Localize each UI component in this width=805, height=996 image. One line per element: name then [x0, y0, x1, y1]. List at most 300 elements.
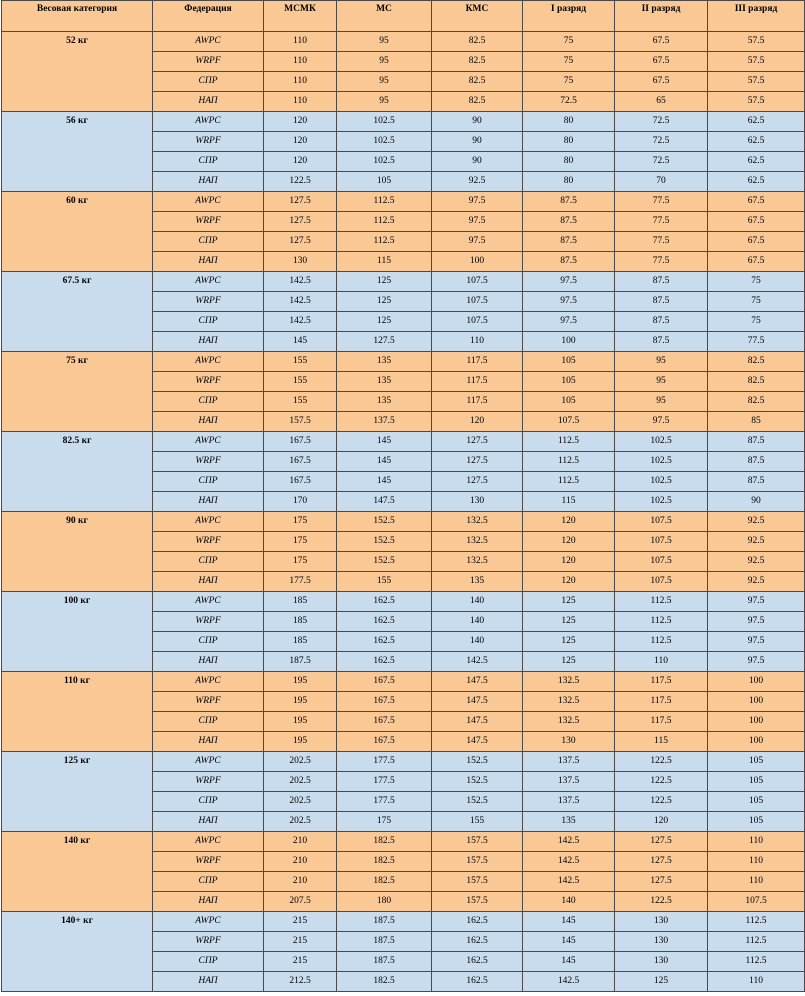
table-row	[2, 752, 805, 772]
rank-1-cell: 105	[523, 352, 615, 372]
rank-3-cell: 112.5	[708, 912, 805, 932]
msmk-cell: 167.5	[264, 452, 337, 472]
kms-cell: 82.5	[432, 32, 523, 52]
federation-cell: СПР	[153, 72, 264, 92]
federation-cell: WRPF	[153, 372, 264, 392]
rank-2-cell: 95	[615, 352, 708, 372]
rank-3-cell: 105	[708, 812, 805, 832]
rank-2-cell: 77.5	[615, 232, 708, 252]
rank-2-cell: 122.5	[615, 892, 708, 912]
msmk-cell: 127.5	[264, 212, 337, 232]
rank-3-cell: 75	[708, 292, 805, 312]
federation-cell: AWPC	[153, 32, 264, 52]
ms-cell: 145	[337, 432, 432, 452]
rank-2-cell: 107.5	[615, 512, 708, 532]
msmk-cell: 212.5	[264, 972, 337, 992]
kms-cell: 127.5	[432, 452, 523, 472]
weight-category-cell: 75 кг	[2, 352, 153, 432]
kms-cell: 117.5	[432, 372, 523, 392]
msmk-cell: 207.5	[264, 892, 337, 912]
kms-cell: 147.5	[432, 732, 523, 752]
ms-cell: 152.5	[337, 552, 432, 572]
rank-2-cell: 120	[615, 812, 708, 832]
ms-cell: 162.5	[337, 612, 432, 632]
rank-3-cell: 97.5	[708, 632, 805, 652]
ms-cell: 102.5	[337, 152, 432, 172]
msmk-cell: 127.5	[264, 192, 337, 212]
rank-2-cell: 122.5	[615, 772, 708, 792]
kms-cell: 97.5	[432, 232, 523, 252]
weight-category-cell: 90 кг	[2, 512, 153, 592]
kms-cell: 162.5	[432, 912, 523, 932]
rank-3-cell: 92.5	[708, 512, 805, 532]
ms-cell: 135	[337, 372, 432, 392]
msmk-cell: 127.5	[264, 232, 337, 252]
federation-cell: AWPC	[153, 272, 264, 292]
rank-2-cell: 130	[615, 932, 708, 952]
rank-3-cell: 57.5	[708, 52, 805, 72]
rank-1-cell: 107.5	[523, 412, 615, 432]
ms-cell: 95	[337, 52, 432, 72]
federation-cell: НАП	[153, 732, 264, 752]
federation-cell: СПР	[153, 232, 264, 252]
header-row	[2, 1, 805, 32]
msmk-cell: 202.5	[264, 752, 337, 772]
rank-1-cell: 142.5	[523, 872, 615, 892]
weight-category-cell: 110 кг	[2, 672, 153, 752]
ms-cell: 112.5	[337, 192, 432, 212]
federation-cell: СПР	[153, 792, 264, 812]
rank-1-cell: 112.5	[523, 432, 615, 452]
weight-category-cell: 52 кг	[2, 32, 153, 112]
weight-category-cell: 100 кг	[2, 592, 153, 672]
ms-cell: 162.5	[337, 652, 432, 672]
rank-1-cell: 142.5	[523, 972, 615, 992]
ms-cell: 105	[337, 172, 432, 192]
federation-cell: AWPC	[153, 832, 264, 852]
kms-cell: 157.5	[432, 892, 523, 912]
rank-2-cell: 122.5	[615, 792, 708, 812]
rank-2-cell: 127.5	[615, 852, 708, 872]
rank-1-cell: 125	[523, 632, 615, 652]
header-msmk: МСМК	[264, 1, 337, 32]
rank-1-cell: 115	[523, 492, 615, 512]
msmk-cell: 167.5	[264, 432, 337, 452]
ms-cell: 112.5	[337, 232, 432, 252]
ms-cell: 155	[337, 572, 432, 592]
msmk-cell: 110	[264, 32, 337, 52]
rank-2-cell: 112.5	[615, 592, 708, 612]
rank-1-cell: 87.5	[523, 212, 615, 232]
msmk-cell: 120	[264, 112, 337, 132]
ms-cell: 145	[337, 452, 432, 472]
rank-1-cell: 135	[523, 812, 615, 832]
federation-cell: WRPF	[153, 52, 264, 72]
rank-2-cell: 117.5	[615, 672, 708, 692]
kms-cell: 162.5	[432, 952, 523, 972]
table-row	[2, 592, 805, 612]
kms-cell: 120	[432, 412, 523, 432]
rank-2-cell: 67.5	[615, 72, 708, 92]
rank-3-cell: 62.5	[708, 112, 805, 132]
kms-cell: 135	[432, 572, 523, 592]
rank-2-cell: 112.5	[615, 632, 708, 652]
kms-cell: 107.5	[432, 272, 523, 292]
federation-cell: НАП	[153, 972, 264, 992]
rank-2-cell: 127.5	[615, 832, 708, 852]
table-row	[2, 672, 805, 692]
ms-cell: 152.5	[337, 532, 432, 552]
rank-3-cell: 57.5	[708, 92, 805, 112]
rank-3-cell: 75	[708, 272, 805, 292]
federation-cell: WRPF	[153, 612, 264, 632]
rank-1-cell: 80	[523, 172, 615, 192]
ms-cell: 125	[337, 312, 432, 332]
rank-2-cell: 117.5	[615, 712, 708, 732]
rank-2-cell: 102.5	[615, 472, 708, 492]
rank-3-cell: 77.5	[708, 332, 805, 352]
msmk-cell: 110	[264, 92, 337, 112]
federation-cell: СПР	[153, 952, 264, 972]
federation-cell: СПР	[153, 472, 264, 492]
rank-2-cell: 125	[615, 972, 708, 992]
federation-cell: WRPF	[153, 212, 264, 232]
table-row	[2, 512, 805, 532]
header-rank-3: III разряд	[708, 1, 805, 32]
kms-cell: 142.5	[432, 652, 523, 672]
rank-3-cell: 87.5	[708, 472, 805, 492]
rank-2-cell: 72.5	[615, 132, 708, 152]
federation-cell: НАП	[153, 812, 264, 832]
rank-1-cell: 125	[523, 612, 615, 632]
rank-2-cell: 95	[615, 372, 708, 392]
table-row	[2, 32, 805, 52]
msmk-cell: 110	[264, 72, 337, 92]
rank-2-cell: 102.5	[615, 432, 708, 452]
federation-cell: AWPC	[153, 912, 264, 932]
kms-cell: 117.5	[432, 392, 523, 412]
rank-1-cell: 80	[523, 132, 615, 152]
ms-cell: 167.5	[337, 712, 432, 732]
rank-3-cell: 97.5	[708, 592, 805, 612]
rank-1-cell: 130	[523, 732, 615, 752]
ms-cell: 187.5	[337, 952, 432, 972]
rank-1-cell: 120	[523, 532, 615, 552]
msmk-cell: 120	[264, 132, 337, 152]
ms-cell: 102.5	[337, 112, 432, 132]
rank-3-cell: 110	[708, 852, 805, 872]
table-body	[2, 32, 805, 992]
rank-2-cell: 112.5	[615, 612, 708, 632]
rank-1-cell: 145	[523, 912, 615, 932]
rank-1-cell: 112.5	[523, 452, 615, 472]
rank-1-cell: 120	[523, 552, 615, 572]
rank-3-cell: 57.5	[708, 32, 805, 52]
federation-cell: СПР	[153, 392, 264, 412]
rank-1-cell: 75	[523, 32, 615, 52]
table-row	[2, 432, 805, 452]
weight-category-cell: 125 кг	[2, 752, 153, 832]
kms-cell: 107.5	[432, 292, 523, 312]
rank-3-cell: 110	[708, 832, 805, 852]
weight-category-cell: 67.5 кг	[2, 272, 153, 352]
msmk-cell: 155	[264, 352, 337, 372]
ms-cell: 162.5	[337, 632, 432, 652]
ms-cell: 187.5	[337, 912, 432, 932]
kms-cell: 152.5	[432, 772, 523, 792]
rank-3-cell: 57.5	[708, 72, 805, 92]
kms-cell: 130	[432, 492, 523, 512]
rank-1-cell: 75	[523, 72, 615, 92]
rank-2-cell: 72.5	[615, 152, 708, 172]
rank-3-cell: 82.5	[708, 352, 805, 372]
msmk-cell: 215	[264, 952, 337, 972]
weight-category-cell: 140+ кг	[2, 912, 153, 992]
ms-cell: 95	[337, 32, 432, 52]
rank-3-cell: 105	[708, 772, 805, 792]
rank-1-cell: 137.5	[523, 792, 615, 812]
ms-cell: 167.5	[337, 692, 432, 712]
rank-3-cell: 67.5	[708, 192, 805, 212]
msmk-cell: 175	[264, 552, 337, 572]
header-kms: КМС	[432, 1, 523, 32]
federation-cell: СПР	[153, 632, 264, 652]
ms-cell: 95	[337, 92, 432, 112]
rank-3-cell: 92.5	[708, 552, 805, 572]
kms-cell: 117.5	[432, 352, 523, 372]
weight-category-cell: 82.5 кг	[2, 432, 153, 512]
rank-2-cell: 72.5	[615, 112, 708, 132]
rank-3-cell: 100	[708, 692, 805, 712]
msmk-cell: 210	[264, 872, 337, 892]
ms-cell: 187.5	[337, 932, 432, 952]
ms-cell: 182.5	[337, 972, 432, 992]
federation-cell: AWPC	[153, 512, 264, 532]
rank-1-cell: 97.5	[523, 312, 615, 332]
ms-cell: 127.5	[337, 332, 432, 352]
kms-cell: 157.5	[432, 872, 523, 892]
kms-cell: 152.5	[432, 752, 523, 772]
federation-cell: НАП	[153, 892, 264, 912]
msmk-cell: 215	[264, 932, 337, 952]
msmk-cell: 202.5	[264, 772, 337, 792]
federation-cell: WRPF	[153, 452, 264, 472]
msmk-cell: 210	[264, 852, 337, 872]
federation-cell: AWPC	[153, 352, 264, 372]
federation-cell: НАП	[153, 332, 264, 352]
federation-cell: AWPC	[153, 672, 264, 692]
rank-2-cell: 107.5	[615, 572, 708, 592]
rank-1-cell: 75	[523, 52, 615, 72]
rank-1-cell: 137.5	[523, 752, 615, 772]
kms-cell: 132.5	[432, 512, 523, 532]
rank-2-cell: 65	[615, 92, 708, 112]
kms-cell: 90	[432, 132, 523, 152]
kms-cell: 162.5	[432, 932, 523, 952]
msmk-cell: 187.5	[264, 652, 337, 672]
federation-cell: НАП	[153, 652, 264, 672]
msmk-cell: 155	[264, 372, 337, 392]
rank-2-cell: 97.5	[615, 412, 708, 432]
rank-2-cell: 87.5	[615, 272, 708, 292]
rank-2-cell: 117.5	[615, 692, 708, 712]
rank-1-cell: 132.5	[523, 672, 615, 692]
kms-cell: 127.5	[432, 432, 523, 452]
federation-cell: AWPC	[153, 432, 264, 452]
rank-2-cell: 122.5	[615, 752, 708, 772]
rank-3-cell: 97.5	[708, 612, 805, 632]
kms-cell: 107.5	[432, 312, 523, 332]
ms-cell: 135	[337, 392, 432, 412]
rank-2-cell: 95	[615, 392, 708, 412]
rank-1-cell: 87.5	[523, 192, 615, 212]
msmk-cell: 195	[264, 712, 337, 732]
rank-2-cell: 67.5	[615, 32, 708, 52]
kms-cell: 82.5	[432, 72, 523, 92]
federation-cell: WRPF	[153, 932, 264, 952]
msmk-cell: 185	[264, 632, 337, 652]
ms-cell: 147.5	[337, 492, 432, 512]
rank-1-cell: 100	[523, 332, 615, 352]
msmk-cell: 210	[264, 832, 337, 852]
weight-category-cell: 60 кг	[2, 192, 153, 272]
rank-1-cell: 132.5	[523, 712, 615, 732]
rank-1-cell: 140	[523, 892, 615, 912]
federation-cell: НАП	[153, 572, 264, 592]
rank-2-cell: 87.5	[615, 332, 708, 352]
kms-cell: 90	[432, 112, 523, 132]
ms-cell: 95	[337, 72, 432, 92]
federation-cell: НАП	[153, 92, 264, 112]
header-ms: МС	[337, 1, 432, 32]
rank-2-cell: 70	[615, 172, 708, 192]
weight-category-cell: 56 кг	[2, 112, 153, 192]
ms-cell: 145	[337, 472, 432, 492]
federation-cell: AWPC	[153, 592, 264, 612]
rank-1-cell: 145	[523, 952, 615, 972]
kms-cell: 162.5	[432, 972, 523, 992]
rank-2-cell: 110	[615, 652, 708, 672]
msmk-cell: 145	[264, 332, 337, 352]
kms-cell: 127.5	[432, 472, 523, 492]
msmk-cell: 175	[264, 512, 337, 532]
kms-cell: 140	[432, 592, 523, 612]
ms-cell: 135	[337, 352, 432, 372]
kms-cell: 152.5	[432, 792, 523, 812]
rank-2-cell: 115	[615, 732, 708, 752]
ms-cell: 177.5	[337, 792, 432, 812]
msmk-cell: 130	[264, 252, 337, 272]
rank-2-cell: 87.5	[615, 292, 708, 312]
msmk-cell: 195	[264, 672, 337, 692]
ms-cell: 177.5	[337, 752, 432, 772]
rank-1-cell: 87.5	[523, 252, 615, 272]
table-row	[2, 192, 805, 212]
rank-3-cell: 105	[708, 752, 805, 772]
federation-cell: СПР	[153, 312, 264, 332]
kms-cell: 90	[432, 152, 523, 172]
ms-cell: 102.5	[337, 132, 432, 152]
kms-cell: 132.5	[432, 552, 523, 572]
rank-1-cell: 125	[523, 652, 615, 672]
weight-category-cell: 140 кг	[2, 832, 153, 912]
kms-cell: 157.5	[432, 852, 523, 872]
kms-cell: 140	[432, 632, 523, 652]
msmk-cell: 215	[264, 912, 337, 932]
federation-cell: AWPC	[153, 752, 264, 772]
rank-1-cell: 112.5	[523, 472, 615, 492]
rank-1-cell: 120	[523, 572, 615, 592]
msmk-cell: 202.5	[264, 812, 337, 832]
rank-1-cell: 132.5	[523, 692, 615, 712]
rank-3-cell: 62.5	[708, 172, 805, 192]
rank-1-cell: 105	[523, 392, 615, 412]
rank-3-cell: 105	[708, 792, 805, 812]
rank-3-cell: 85	[708, 412, 805, 432]
kms-cell: 100	[432, 252, 523, 272]
rank-3-cell: 75	[708, 312, 805, 332]
rank-2-cell: 107.5	[615, 532, 708, 552]
msmk-cell: 142.5	[264, 312, 337, 332]
msmk-cell: 202.5	[264, 792, 337, 812]
rank-3-cell: 110	[708, 872, 805, 892]
kms-cell: 147.5	[432, 712, 523, 732]
msmk-cell: 157.5	[264, 412, 337, 432]
kms-cell: 147.5	[432, 672, 523, 692]
ms-cell: 137.5	[337, 412, 432, 432]
msmk-cell: 177.5	[264, 572, 337, 592]
federation-cell: НАП	[153, 412, 264, 432]
msmk-cell: 120	[264, 152, 337, 172]
kms-cell: 140	[432, 612, 523, 632]
rank-3-cell: 107.5	[708, 892, 805, 912]
rank-3-cell: 67.5	[708, 252, 805, 272]
msmk-cell: 175	[264, 532, 337, 552]
rank-1-cell: 80	[523, 112, 615, 132]
rank-3-cell: 82.5	[708, 372, 805, 392]
kms-cell: 82.5	[432, 92, 523, 112]
ms-cell: 182.5	[337, 832, 432, 852]
rank-3-cell: 62.5	[708, 152, 805, 172]
header-federation: Федерация	[153, 1, 264, 32]
federation-cell: WRPF	[153, 692, 264, 712]
ms-cell: 112.5	[337, 212, 432, 232]
kms-cell: 132.5	[432, 532, 523, 552]
header-weight-category: Весовая категория	[2, 1, 153, 32]
ms-cell: 182.5	[337, 872, 432, 892]
msmk-cell: 142.5	[264, 272, 337, 292]
federation-cell: WRPF	[153, 132, 264, 152]
ms-cell: 115	[337, 252, 432, 272]
table-row	[2, 112, 805, 132]
rank-3-cell: 67.5	[708, 212, 805, 232]
rank-2-cell: 130	[615, 912, 708, 932]
rank-2-cell: 102.5	[615, 452, 708, 472]
rank-3-cell: 100	[708, 672, 805, 692]
rank-3-cell: 67.5	[708, 232, 805, 252]
rank-1-cell: 137.5	[523, 772, 615, 792]
rank-3-cell: 90	[708, 492, 805, 512]
msmk-cell: 195	[264, 732, 337, 752]
rank-3-cell: 92.5	[708, 572, 805, 592]
kms-cell: 155	[432, 812, 523, 832]
msmk-cell: 170	[264, 492, 337, 512]
msmk-cell: 185	[264, 592, 337, 612]
rank-1-cell: 145	[523, 932, 615, 952]
federation-cell: WRPF	[153, 772, 264, 792]
table-row	[2, 272, 805, 292]
rank-3-cell: 112.5	[708, 932, 805, 952]
